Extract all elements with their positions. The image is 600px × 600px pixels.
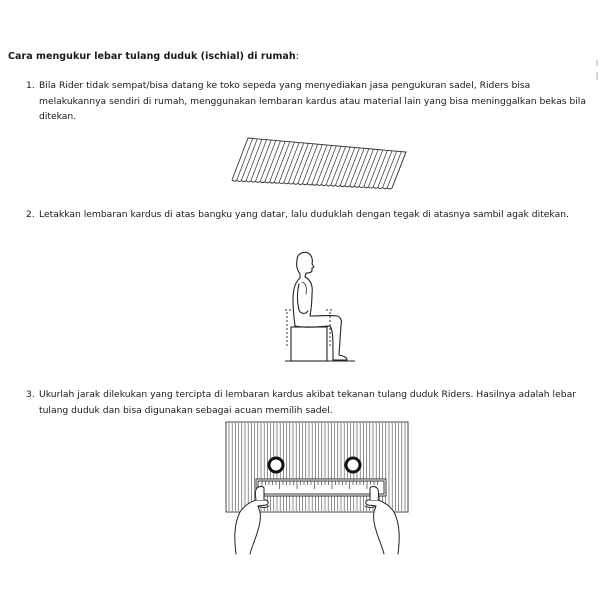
corrugated-cardboard-sheet-icon	[226, 130, 416, 200]
step-3	[26, 387, 594, 418]
step-1-text: Bila Rider tidak sempat/bisa datang ke toko sepeda yang menyediakan jasa pengukuran sadel, Riders bisa melakukannya sendiri di rumah, menggunakan lembaran kardus atau material lain yang bisa meninggalkan bekas bila ditekan.	[39, 80, 586, 122]
step-3-number: 3.	[26, 389, 35, 400]
heading-colon: :	[295, 51, 299, 62]
step-1	[26, 78, 594, 125]
step-2-text: Letakkan lembaran kardus di atas bangku yang datar, lalu duduklah dengan tegak di atasnya sambil agak ditekan.	[39, 209, 569, 220]
step-2-number: 2.	[26, 209, 35, 220]
step-1-number: 1.	[26, 80, 35, 91]
person-sitting-on-bench-icon	[275, 250, 365, 370]
left-hand	[235, 487, 269, 555]
right-sit-bone-imprint	[346, 458, 360, 472]
step-3-text: Ukurlah jarak dilekukan yang tercipta di lembaran kardus akibat tekanan tulang duduk Riders. Hasilnya adalah lebar tulang duduk dan bisa digunakan sebagai acuan memilih sadel.	[39, 389, 576, 416]
step-2	[26, 207, 594, 223]
page-heading	[8, 51, 299, 62]
left-sit-bone-imprint	[269, 458, 283, 472]
hands-measuring-cardboard-with-ruler-icon	[222, 420, 412, 560]
right-hand	[365, 487, 399, 555]
heading-title: Cara mengukur lebar tulang duduk (ischial) di rumah	[8, 51, 296, 62]
edge-crop-mark	[594, 60, 600, 80]
ruler	[256, 479, 386, 496]
